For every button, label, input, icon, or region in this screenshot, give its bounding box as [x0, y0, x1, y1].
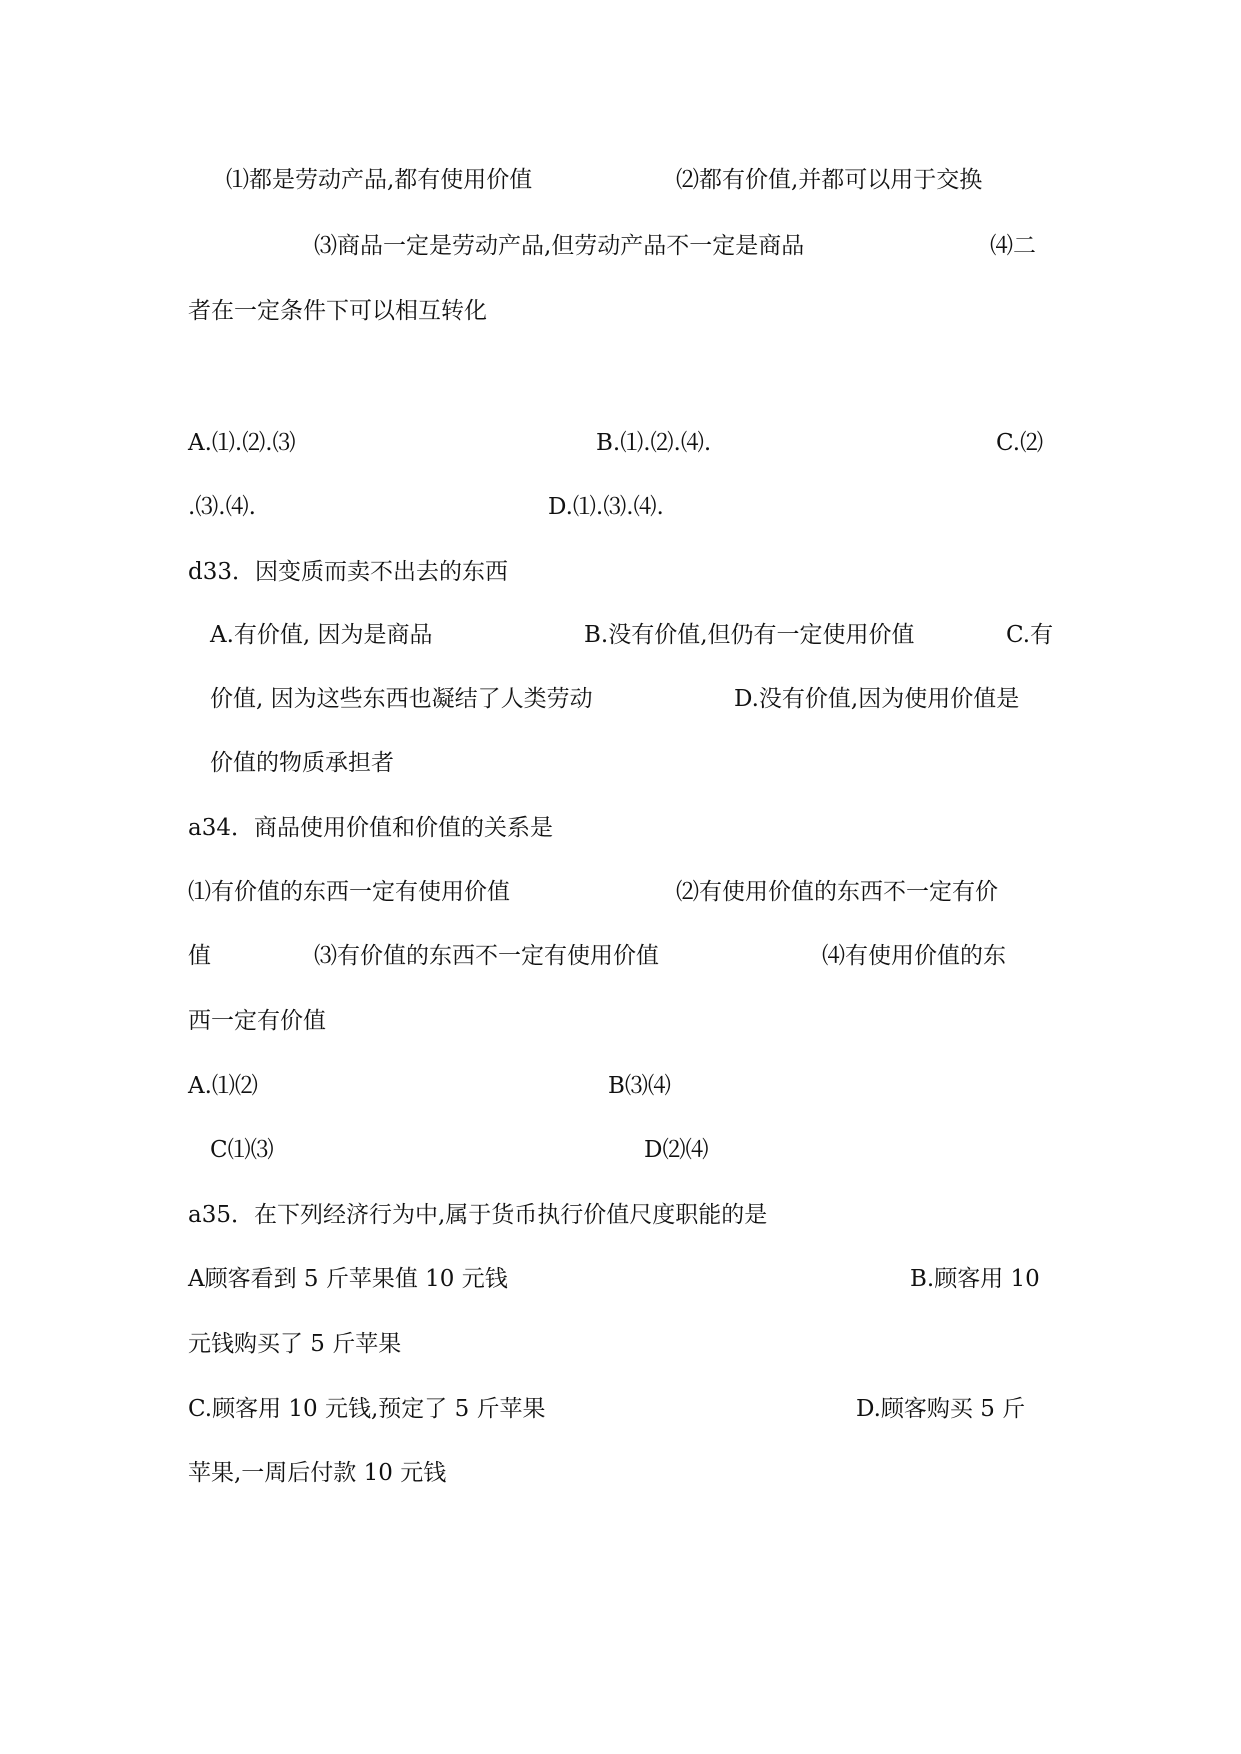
q34-statement-3: ⑶有价值的东西不一定有使用价值 [314, 943, 659, 969]
q33-option-c: C.有 [1006, 622, 1054, 648]
q33-question: d33．因变质而卖不出去的东西 [188, 559, 508, 585]
q32-option-b: B.⑴.⑵.⑷. [596, 430, 712, 456]
q35-question: a35．在下列经济行为中,属于货币执行价值尺度职能的是 [188, 1202, 768, 1228]
q35-option-c: C.顾客用 10 元钱,预定了 5 斤苹果 [188, 1396, 546, 1422]
q32-option-d: D.⑴.⑶.⑷. [548, 494, 664, 520]
q34-statement-2-continued: 值 [188, 943, 211, 969]
q34-statement-4: ⑷有使用价值的东 [822, 943, 1006, 969]
q33-option-d-continued: 价值的物质承担者 [210, 750, 394, 776]
q32-option-a: A.⑴.⑵.⑶ [188, 430, 296, 456]
q34-option-c: C⑴⑶ [210, 1137, 274, 1163]
q34-statement-1: ⑴有价值的东西一定有使用价值 [188, 879, 510, 905]
q32-statement-4: ⑷二 [990, 233, 1036, 259]
q32-option-c: C.⑵ [996, 430, 1044, 456]
q34-option-b: B⑶⑷ [608, 1073, 671, 1099]
q32-statement-3: ⑶商品一定是劳动产品,但劳动产品不一定是商品 [314, 233, 805, 259]
q33-option-b: B.没有价值,但仍有一定使用价值 [584, 622, 915, 648]
q34-option-a: A.⑴⑵ [188, 1073, 258, 1099]
q35-option-b: B.顾客用 10 [910, 1266, 1040, 1292]
q34-statement-2: ⑵有使用价值的东西不一定有价 [676, 879, 998, 905]
q35-option-a: A顾客看到 5 斤苹果值 10 元钱 [188, 1266, 508, 1292]
q35-option-d: D.顾客购买 5 斤 [856, 1396, 1026, 1422]
q35-option-d-continued: 苹果,一周后付款 10 元钱 [188, 1460, 447, 1486]
q34-option-d: D⑵⑷ [644, 1137, 709, 1163]
q34-question: a34．商品使用价值和价值的关系是 [188, 815, 553, 841]
q32-statement-2: ⑵都有价值,并都可以用于交换 [676, 167, 983, 193]
q34-statement-4-continued: 西一定有价值 [188, 1008, 326, 1034]
q33-option-c-continued: 价值, 因为这些东西也凝结了人类劳动 [210, 686, 593, 712]
q32-option-c-continued: .⑶.⑷. [188, 494, 256, 520]
q33-option-a: A.有价值, 因为是商品 [210, 622, 433, 648]
q32-statement-4-continued: 者在一定条件下可以相互转化 [188, 298, 487, 324]
q33-option-d: D.没有价值,因为使用价值是 [734, 686, 1020, 712]
q32-statement-1: ⑴都是劳动产品,都有使用价值 [226, 167, 533, 193]
q35-option-b-continued: 元钱购买了 5 斤苹果 [188, 1331, 402, 1357]
